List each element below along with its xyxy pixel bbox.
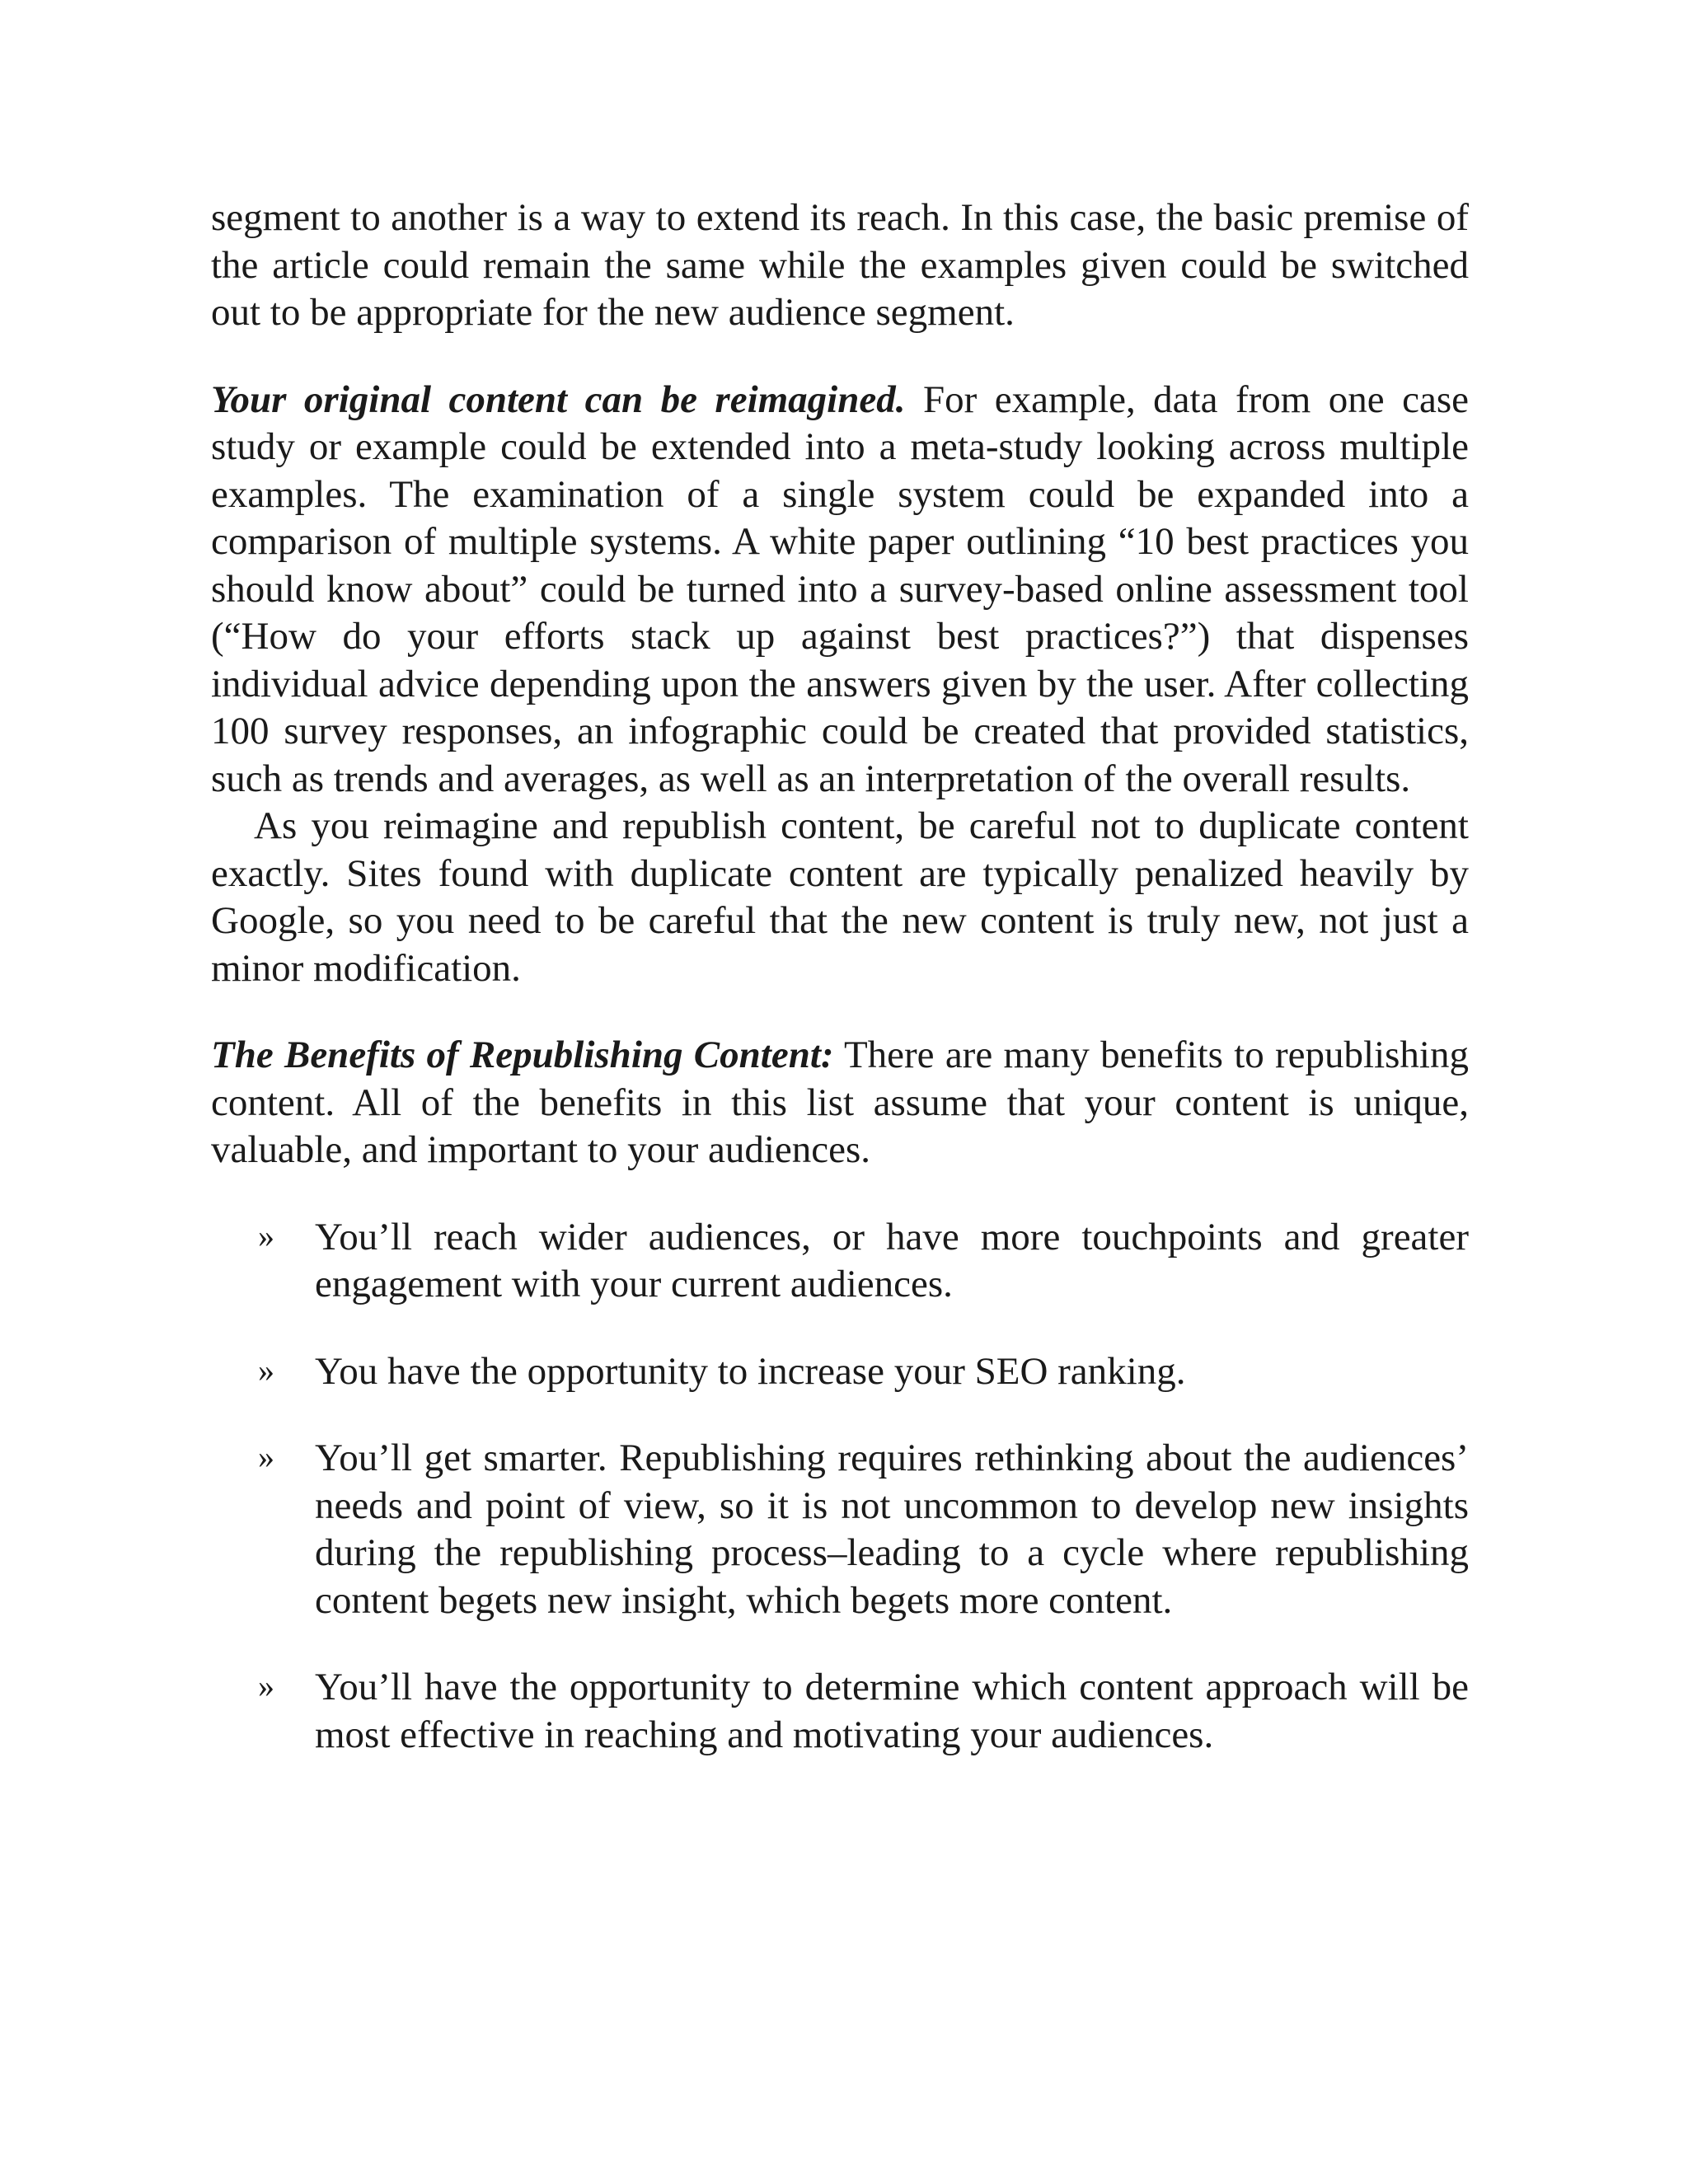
paragraph-reimagined bbox=[211, 377, 1469, 804]
list-item-text: You’ll get smarter. Republishing requires rethinking about the audiences’ needs and point of view, so it is not uncommon to develop new insights during the republishing process–leading to a cycle where republishing content begets new insight, which begets more content. bbox=[315, 1436, 1469, 1622]
bullet-icon: » bbox=[258, 1351, 274, 1389]
list-item bbox=[211, 1435, 1469, 1624]
paragraph-benefits bbox=[211, 1032, 1469, 1174]
bullet-icon: » bbox=[258, 1216, 274, 1254]
list-item bbox=[211, 1348, 1469, 1396]
paragraph-audience-segment: segment to another is a way to extend its reach. In this case, the basic premise of the article could remain the same while the examples given could be switched out to be appropriate for the new audience segment. bbox=[211, 196, 1469, 334]
list-item bbox=[211, 1664, 1469, 1759]
paragraph-benefits-body: There are many benefits to republishing content. All of the benefits in this list assume that your content is unique, valuable, and important to your audiences. bbox=[211, 1033, 1469, 1171]
bullet-icon: » bbox=[258, 1438, 274, 1475]
benefits-list bbox=[211, 1214, 1469, 1760]
document-page bbox=[211, 194, 1469, 1759]
paragraph-benefits-lead: The Benefits of Republishing Content: bbox=[211, 1033, 834, 1076]
paragraph-reimagined-lead: Your original content can be reimagined. bbox=[211, 377, 906, 421]
list-item-text: You’ll reach wider audiences, or have more touchpoints and greater engagement with your current audiences. bbox=[315, 1215, 1469, 1305]
bullet-icon: » bbox=[258, 1667, 274, 1704]
paragraph-reimagined-body: For example, data from one case study or example could be extended into a meta-study looking across multiple examples. The examination of a single system could be expanded into a comparison of multiple systems. A white paper outlining “10 best practices you should know about” could be turned into a survey-based online assessment tool (“How do your efforts stack up against best practices?”) that dispenses individual advice depending upon the answers given by the user. After collecting 100 survey responses, an infographic could be created that provided statistics, such as trends and averages, as well as an interpretation of the overall results. bbox=[211, 377, 1469, 800]
list-item-text: You have the opportunity to increase your SEO ranking. bbox=[315, 1349, 1186, 1393]
list-item bbox=[211, 1214, 1469, 1309]
paragraph-duplicate-warning: As you reimagine and republish content, be careful not to duplicate content exactly. Sites found with duplicate content are typically penalized heavily by Google, so you need to be careful that the new content is truly new, not just a minor modification. bbox=[211, 804, 1469, 990]
list-item-text: You’ll have the opportunity to determine which content approach will be most effective in reaching and motivating your audiences. bbox=[315, 1666, 1469, 1756]
